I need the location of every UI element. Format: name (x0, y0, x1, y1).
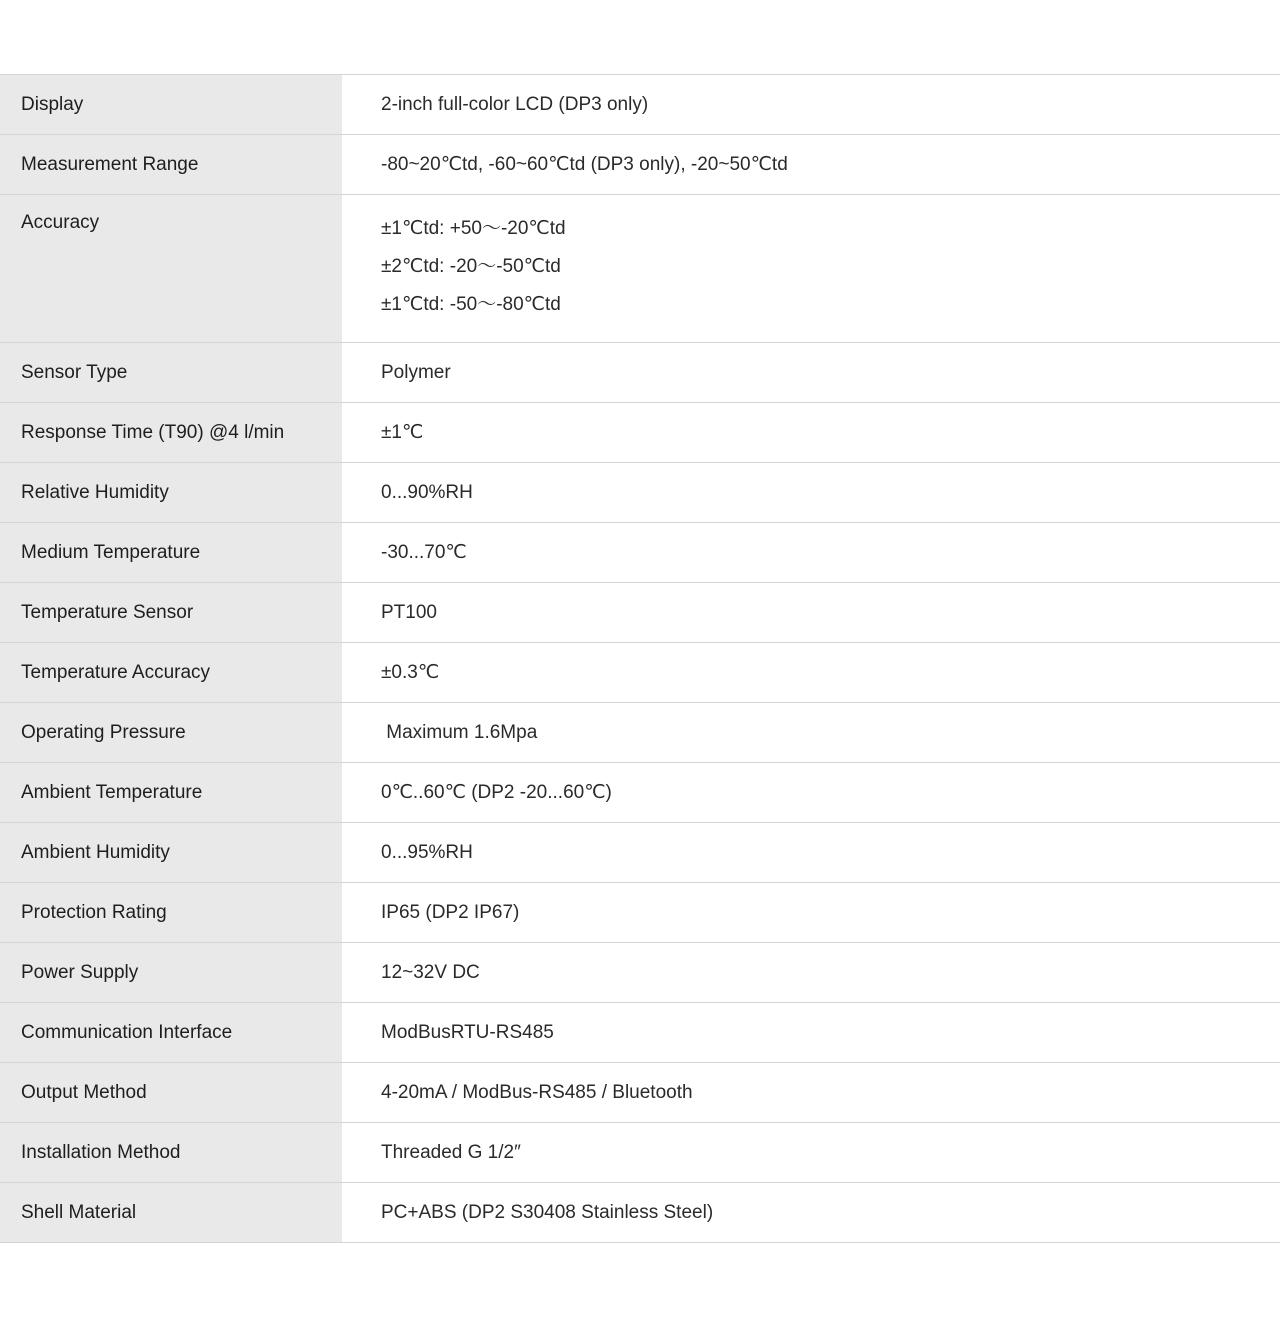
spec-row-response-time (0, 403, 1280, 463)
spec-row-accuracy (0, 195, 1280, 343)
accuracy-line: ±1℃td: +50～-20℃td (381, 218, 566, 239)
spec-row-communication-interface (0, 1003, 1280, 1063)
spec-row-shell-material (0, 1183, 1280, 1243)
spec-value: 4-20mA / ModBus-RS485 / Bluetooth (342, 1063, 1280, 1123)
spec-row-protection-rating (0, 883, 1280, 943)
spec-value: Maximum 1.6Mpa (342, 703, 1280, 763)
spec-label: Measurement Range (0, 135, 342, 195)
spec-row-ambient-humidity (0, 823, 1280, 883)
spec-row-ambient-temperature (0, 763, 1280, 823)
spec-label: Display (0, 75, 342, 135)
spec-row-temperature-accuracy (0, 643, 1280, 703)
spec-value-multiline (342, 195, 1280, 343)
spec-value: Polymer (342, 343, 1280, 403)
spec-row-sensor-type (0, 343, 1280, 403)
spec-label: Operating Pressure (0, 703, 342, 763)
spec-value: -80~20℃td, -60~60℃td (DP3 only), -20~50℃td (342, 135, 1280, 195)
spec-label: Shell Material (0, 1183, 342, 1243)
spec-value: Threaded G 1/2″ (342, 1123, 1280, 1183)
spec-row-medium-temperature (0, 523, 1280, 583)
spec-value: PC+ABS (DP2 S30408 Stainless Steel) (342, 1183, 1280, 1243)
spec-label: Sensor Type (0, 343, 342, 403)
spec-row-relative-humidity (0, 463, 1280, 523)
spec-value: PT100 (342, 583, 1280, 643)
accuracy-line: ±1℃td: -50～-80℃td (381, 294, 561, 315)
spec-row-display (0, 75, 1280, 135)
spec-label: Power Supply (0, 943, 342, 1003)
spec-row-output-method (0, 1063, 1280, 1123)
spec-label: Protection Rating (0, 883, 342, 943)
spec-label: Relative Humidity (0, 463, 342, 523)
spec-row-installation-method (0, 1123, 1280, 1183)
spec-label: Installation Method (0, 1123, 342, 1183)
spec-row-operating-pressure (0, 703, 1280, 763)
spec-value: 2-inch full-color LCD (DP3 only) (342, 75, 1280, 135)
spec-value: IP65 (DP2 IP67) (342, 883, 1280, 943)
spec-row-measurement-range (0, 135, 1280, 195)
accuracy-line: ±2℃td: -20～-50℃td (381, 256, 561, 277)
spec-label: Temperature Accuracy (0, 643, 342, 703)
spec-label: Ambient Humidity (0, 823, 342, 883)
spec-value: 12~32V DC (342, 943, 1280, 1003)
spec-label: Output Method (0, 1063, 342, 1123)
spec-label: Accuracy (0, 195, 342, 343)
spec-row-temperature-sensor (0, 583, 1280, 643)
spec-value: 0℃..60℃ (DP2 -20...60℃) (342, 763, 1280, 823)
spec-value: -30...70℃ (342, 523, 1280, 583)
spec-value: ±1℃ (342, 403, 1280, 463)
specification-table (0, 74, 1280, 1243)
spec-label: Temperature Sensor (0, 583, 342, 643)
spec-row-power-supply (0, 943, 1280, 1003)
spec-label: Communication Interface (0, 1003, 342, 1063)
spec-label: Response Time (T90) @4 l/min (0, 403, 342, 463)
spec-label: Ambient Temperature (0, 763, 342, 823)
spec-value: 0...95%RH (342, 823, 1280, 883)
spec-label: Medium Temperature (0, 523, 342, 583)
spec-value: ±0.3℃ (342, 643, 1280, 703)
spec-value: ModBusRTU-RS485 (342, 1003, 1280, 1063)
spec-value: 0...90%RH (342, 463, 1280, 523)
